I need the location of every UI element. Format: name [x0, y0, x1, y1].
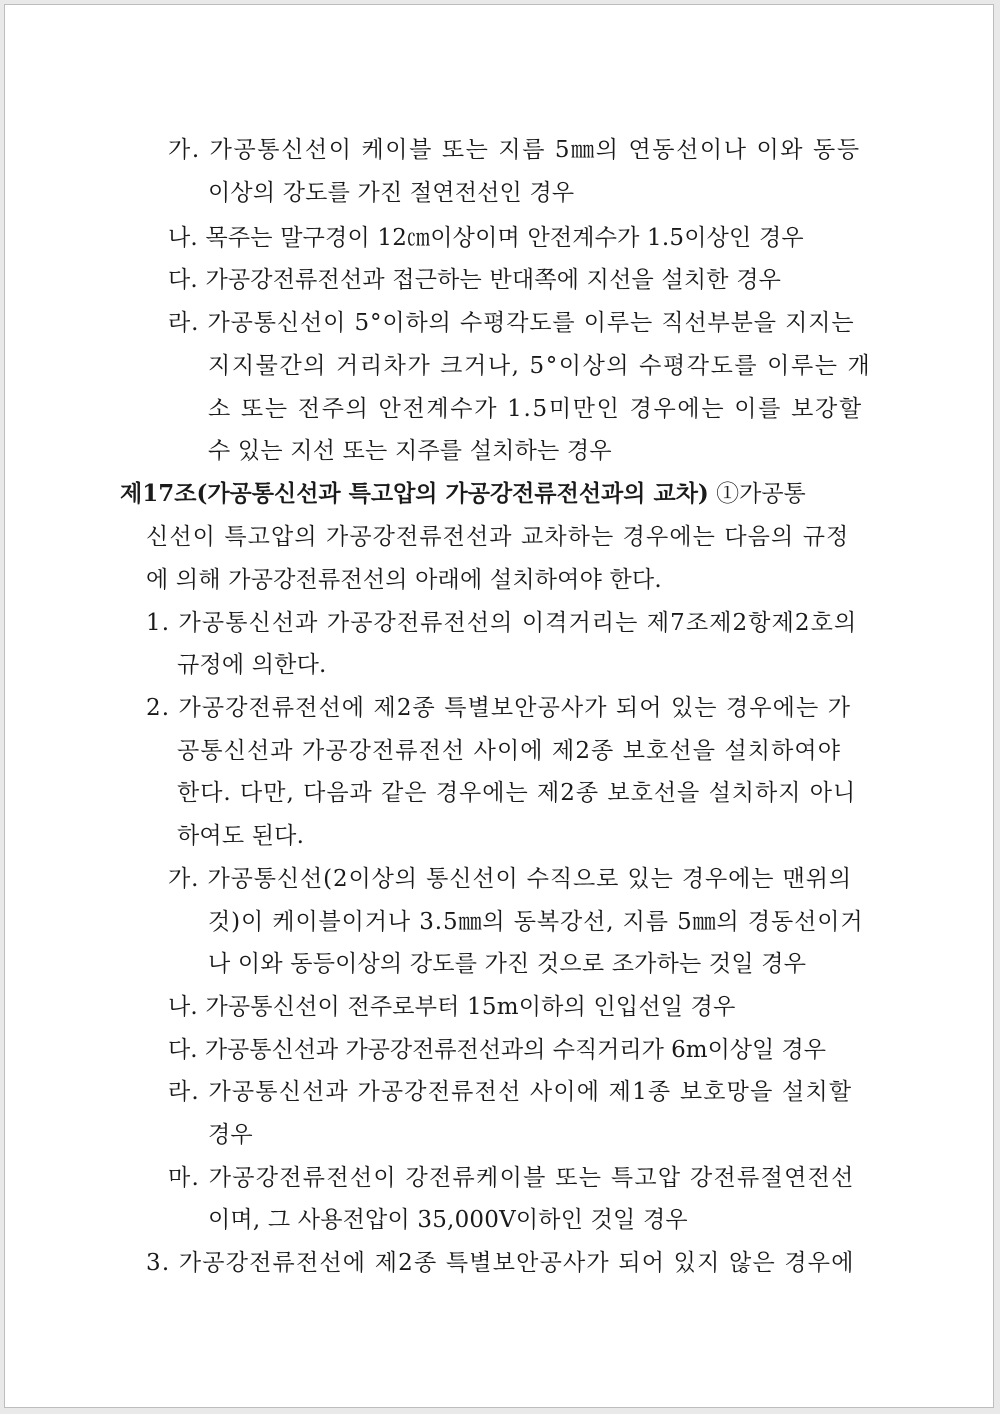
text-line: 1. 가공통신선과 가공강전류전선의 이격거리는 제7조제2항제2호의 — [146, 610, 858, 636]
paragraph-start: ①가공통 — [716, 481, 806, 507]
text-line: 3. 가공강전류전선에 제2종 특별보안공사가 되어 있지 않은 경우에 — [146, 1250, 855, 1276]
text-line: 경우 — [208, 1122, 253, 1148]
text-line: 나. 목주는 말구경이 12㎝이상이며 안전계수가 1.5이상인 경우 — [168, 225, 804, 251]
text-line: 소 또는 전주의 안전계수가 1.5미만인 경우에는 이를 보강할 — [208, 396, 863, 422]
text-line: 에 의해 가공강전류전선의 아래에 설치하여야 한다. — [146, 567, 662, 593]
text-line: 것)이 케이블이거나 3.5㎜의 동복강선, 지름 5㎜의 경동선이거 — [208, 909, 864, 935]
document-page — [4, 4, 994, 1408]
text-line: 이며, 그 사용전압이 35,000V이하인 것일 경우 — [208, 1207, 688, 1233]
text-line: 다. 가공강전류전선과 접근하는 반대쪽에 지선을 설치한 경우 — [168, 267, 782, 293]
text-line: 수 있는 지선 또는 지주를 설치하는 경우 — [208, 438, 612, 464]
text-line: 가. 가공통신선(2이상의 통신선이 수직으로 있는 경우에는 맨위의 — [168, 866, 852, 892]
text-line: 라. 가공통신선이 5°이하의 수평각도를 이루는 직선부분을 지지는 — [168, 310, 855, 336]
text-line: 다. 가공통신선과 가공강전류전선과의 수직거리가 6m이상일 경우 — [168, 1037, 826, 1063]
article-heading-line — [120, 479, 806, 509]
text-line: 마. 가공강전류전선이 강전류케이블 또는 특고압 강전류절연전선 — [168, 1165, 855, 1191]
text-line: 가. 가공통신선이 케이블 또는 지름 5㎜의 연동선이나 이와 동등 — [168, 137, 861, 163]
text-line: 규정에 의한다. — [177, 652, 327, 678]
text-line: 하여도 된다. — [177, 823, 305, 849]
text-line: 나. 가공통신선이 전주로부터 15m이하의 인입선일 경우 — [168, 994, 736, 1020]
text-line: 신선이 특고압의 가공강전류전선과 교차하는 경우에는 다음의 규정 — [146, 524, 850, 550]
text-line: 지지물간의 거리차가 크거나, 5°이상의 수평각도를 이루는 개 — [208, 353, 872, 379]
text-line: 2. 가공강전류전선에 제2종 특별보안공사가 되어 있는 경우에는 가 — [146, 695, 852, 721]
text-line: 이상의 강도를 가진 절연전선인 경우 — [208, 180, 575, 206]
text-line: 나 이와 동등이상의 강도를 가진 것으로 조가하는 것일 경우 — [208, 951, 807, 977]
text-line: 한다. 다만, 다음과 같은 경우에는 제2종 보호선을 설치하지 아니 — [177, 780, 857, 806]
article-heading: 제17조(가공통신선과 특고압의 가공강전류전선과의 교차) — [120, 480, 709, 507]
text-line: 공통신선과 가공강전류전선 사이에 제2종 보호선을 설치하여야 — [177, 738, 842, 764]
text-line: 라. 가공통신선과 가공강전류전선 사이에 제1종 보호망을 설치할 — [168, 1079, 853, 1105]
